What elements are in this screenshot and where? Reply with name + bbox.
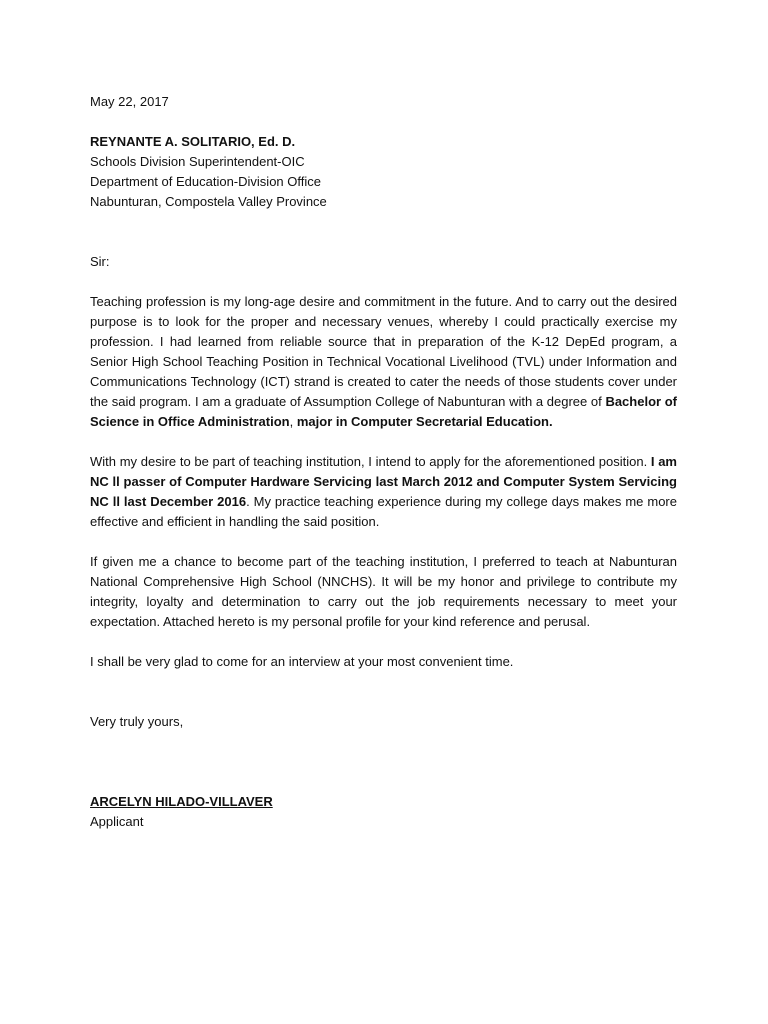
paragraph-2 bbox=[90, 452, 677, 532]
degree-separator: , bbox=[289, 414, 297, 429]
letter-date: May 22, 2017 bbox=[90, 94, 169, 109]
recipient-title: Schools Division Superintendent-OIC bbox=[90, 154, 305, 169]
certification-statement: I am NC ll passer of Computer Hardware Servicing last March 2012 and Computer System Servicing NC ll last December 2016 bbox=[90, 454, 677, 509]
degree-name: Bachelor of Science in Office Administration bbox=[90, 394, 678, 429]
signer-role: Applicant bbox=[90, 814, 144, 829]
letter-page bbox=[90, 92, 677, 832]
recipient-name: REYNANTE A. SOLITARIO, Ed. D. bbox=[90, 134, 296, 149]
paragraph-1 bbox=[90, 292, 677, 432]
recipient-address: Nabunturan, Compostela Valley Province bbox=[90, 194, 327, 209]
signer-name: ARCELYN HILADO-VILLAVER bbox=[90, 794, 273, 809]
paragraph-1-text: Teaching profession is my long-age desire and commitment in the future. And to carry out the desired purpose is to look for the proper and necessary venues, whereby I could practically exercise my profession. I had learned from reliable source that in preparation of the K-12 DepEd program, a Senior High School Teaching Position in Technical Vocational Livelihood (TVL) under Information and Communications Technology (ICT) strand is created to cater the needs of those students cover under the said program. I am a graduate of Assumption College of Nabunturan with a degree of bbox=[90, 294, 677, 409]
salutation: Sir: bbox=[90, 254, 110, 269]
paragraph-4: I shall be very glad to come for an interview at your most convenient time. bbox=[90, 654, 514, 669]
paragraph-2-tail: . My practice teaching experience during my college days makes me more effective and efficient in handling the said position. bbox=[90, 494, 677, 529]
recipient-block bbox=[90, 132, 677, 212]
closing: Very truly yours, bbox=[90, 714, 184, 729]
paragraph-3: If given me a chance to become part of the teaching institution, I preferred to teach at Nabunturan National Comprehensive High School (NNCHS). It will be my honor and privilege to contribute my integrity, loyalty and determination to carry out the job requirements necessary to meet your expectation. Attached hereto is my personal profile for your kind reference and perusal. bbox=[90, 554, 677, 629]
paragraph-2-text: With my desire to be part of teaching institution, I intend to apply for the aforementioned position. bbox=[90, 454, 651, 469]
recipient-office: Department of Education-Division Office bbox=[90, 174, 321, 189]
degree-major: major in Computer Secretarial Education. bbox=[296, 414, 553, 429]
